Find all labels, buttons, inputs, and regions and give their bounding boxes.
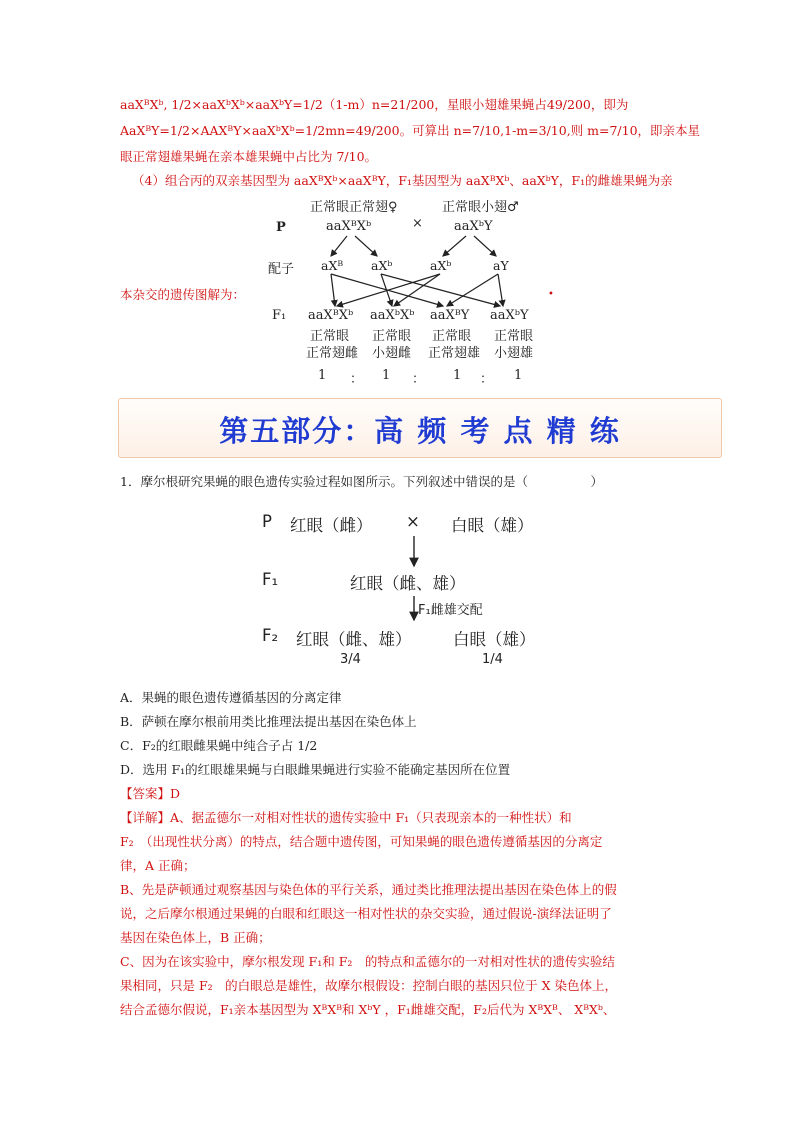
explanation-line: F₂ （出现性状分离）的特点，结合题中遗传图，可知果蝇的眼色遗传遵循基因的分离定: [120, 834, 603, 849]
gamete: aXᴮ: [321, 258, 344, 273]
option-b: B．萨顿在摩尔根前用类比推理法提出基因在染色体上: [120, 714, 417, 729]
p-label: P: [276, 220, 286, 235]
f2-left-ratio: 3/4: [340, 652, 361, 667]
gamete: aXᵇ: [430, 258, 452, 273]
ratio: 1: [318, 368, 327, 383]
question-stem: 1．摩尔根研究果蝇的眼色遗传实验过程如图所示。下列叙述中错误的是（ ）: [120, 474, 603, 489]
f1-text: 红眼（雌、雄）: [350, 574, 466, 593]
offspring-phenotype: 正常翅雄: [428, 346, 481, 361]
offspring-phenotype: 正常眼: [372, 329, 412, 344]
female-genotype: aaXᴮXᵇ: [326, 219, 372, 234]
cross-symbol: ×: [406, 512, 420, 531]
explanation-line: 基因在染色体上，B 正确；: [120, 930, 271, 945]
offspring-phenotype: 小翅雄: [494, 346, 534, 361]
offspring-genotype: aaXᵇXᵇ: [370, 308, 415, 323]
ratio: ：: [412, 372, 426, 387]
f2-right: 白眼（雄）: [453, 630, 536, 649]
offspring-phenotype: 正常眼: [494, 329, 534, 344]
f2-left: 红眼（雌、雄）: [296, 630, 412, 649]
f1-arrow-label: F₁雌雄交配: [418, 603, 483, 618]
ratio: 1: [382, 368, 391, 383]
explanation-line: 律，A 正确；: [120, 858, 196, 873]
offspring-phenotype: 正常眼: [310, 329, 350, 344]
text-line: 本杂交的遗传图解为：: [120, 287, 246, 302]
offspring-phenotype: 正常翅雌: [306, 346, 359, 361]
male-genotype: aaXᵇY: [454, 219, 493, 234]
p-label: P: [262, 512, 272, 531]
option-d: D．选用 F₁的红眼雄果蝇与白眼雌果蝇进行实验不能确定基因所在位置: [120, 762, 511, 777]
f2-label: F₂: [262, 626, 279, 645]
male-phenotype: 正常眼小翅♂: [442, 200, 519, 215]
explanation-line: C、因为在该实验中，摩尔根发现 F₁和 F₂ 的特点和孟德尔的一对相对性状的遗传实验结: [120, 954, 615, 969]
dot-mark: •: [548, 289, 554, 300]
offspring-genotype: aaXᵇY: [490, 308, 529, 323]
ratio: 1: [514, 368, 523, 383]
explanation-line: 结合孟德尔假说，F₁亲本基因型为 XᴮXᴮ和 XᵇY ，F₁雌雄交配，F₂后代为 XᴮXᴮ、 XᴮXᵇ、: [120, 1002, 616, 1017]
offspring-genotype: aaXᴮY: [430, 308, 470, 323]
offspring-phenotype: 正常眼: [432, 329, 472, 344]
offspring-phenotype: 小翅雌: [372, 346, 412, 361]
cross-symbol: ×: [412, 216, 423, 231]
gamete-label: 配子: [268, 262, 295, 277]
answer-label: 【答案】D: [120, 786, 181, 801]
f1-label: F₁: [262, 570, 279, 589]
text-line: 眼正常翅雄果蝇在亲本雄果蝇中占比为 7/10。: [120, 149, 378, 164]
option-c: C．F₂的红眼雌果蝇中纯合子占 1/2: [120, 738, 318, 753]
section-title: 第五部分：高 频 考 点 精 练: [219, 414, 621, 448]
female-phenotype: 正常眼正常翅♀: [310, 200, 398, 215]
offspring-genotype: aaXᴮXᵇ: [308, 308, 354, 323]
p-female: 红眼（雌）: [290, 516, 373, 535]
option-a: A．果蝇的眼色遗传遵循基因的分离定律: [120, 690, 342, 705]
text-line: AaXᴮY=1/2×AAXᴮY×aaXᵇXᵇ=1/2mn=49/200。可算出 n=7/10,1-m=3/10,则 m=7/10，即亲本星: [120, 123, 701, 138]
ratio: ：: [350, 372, 364, 387]
explanation-line: B、先是萨顿通过观察基因与染色体的平行关系，通过类比推理法提出基因在染色体上的假: [120, 882, 617, 897]
gamete: aXᵇ: [371, 258, 393, 273]
f1-label: F₁: [272, 308, 287, 323]
ratio: ：: [480, 372, 494, 387]
f2-right-ratio: 1/4: [482, 652, 503, 667]
text-line: （4）组合丙的双亲基因型为 aaXᴮXᵇ×aaXᴮY，F₁基因型为 aaXᴮXᵇ、aaXᵇY，F₁的雌雄果蝇为亲: [132, 173, 673, 188]
explanation-line: 【详解】A、据孟德尔一对相对性状的遗传实验中 F₁（只表现亲本的一种性状）和: [120, 810, 572, 825]
text-line: aaXᴮXᵇ, 1/2×aaXᵇXᵇ×aaXᵇY=1/2（1-m）n=21/200，星眼小翅雄果蝇占49/200，即为: [120, 97, 629, 112]
p-male: 白眼（雄）: [451, 516, 534, 535]
explanation-line: 说，之后摩尔根通过果蝇的白眼和红眼这一相对性状的杂交实验，通过假说-演绎法证明了: [120, 906, 612, 921]
ratio: 1: [453, 368, 462, 383]
explanation-line: 果相同，只是 F₂ 的白眼总是雄性，故摩尔根假设：控制白眼的基因只位于 X 染色体上，: [120, 978, 618, 993]
gamete: aY: [493, 258, 509, 273]
